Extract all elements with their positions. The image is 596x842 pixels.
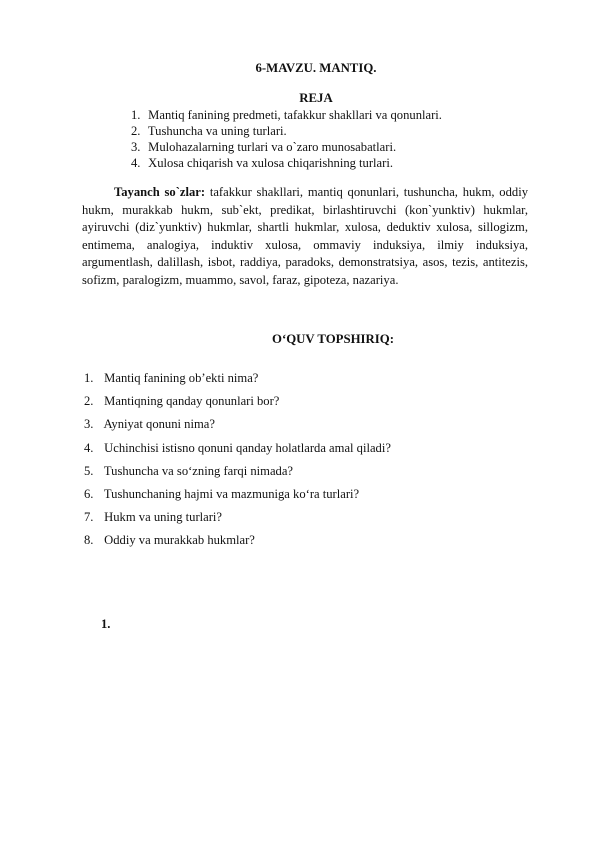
- task-item-number: 4.: [84, 440, 94, 455]
- task-item: [84, 509, 391, 532]
- plan-item: [131, 155, 442, 171]
- plan-item: [131, 139, 442, 155]
- plan-item: [131, 123, 442, 139]
- task-item: [84, 486, 391, 509]
- document-title: 6-MAVZU. MANTIQ.: [255, 61, 377, 75]
- plan-item-number: 3.: [131, 140, 141, 154]
- plan-item-number: 1.: [131, 108, 141, 122]
- plan-heading: REJA: [299, 91, 333, 105]
- task-item-number: 7.: [84, 510, 94, 525]
- task-item-text: Hukm va uning turlari?: [104, 510, 223, 525]
- plan-list: [131, 107, 442, 171]
- task-item: [84, 463, 391, 486]
- task-item-number: 5.: [84, 463, 94, 478]
- task-item-text: Mantiqning qanday qonunlari bor?: [104, 394, 280, 409]
- plan-item-text: Mantiq fanining predmeti, tafakkur shakllari va qonunlari.: [148, 108, 442, 122]
- tasks-list: [84, 370, 391, 556]
- plan-item-text: Tushuncha va uning turlari.: [147, 124, 287, 138]
- task-item: [84, 370, 391, 393]
- task-item-text: Ayniyat qonuni nima?: [103, 417, 215, 432]
- task-item-number: 3.: [84, 417, 94, 432]
- task-item-number: 1.: [84, 371, 94, 385]
- plan-item-text: Mulohazalarning turlari va o`zaro munosabatlari.: [148, 140, 397, 154]
- section-number: 1.: [101, 617, 111, 631]
- keywords-label: Tayanch so`zlar:: [114, 185, 206, 199]
- task-item-number: 8.: [84, 533, 94, 548]
- task-item-text: Oddiy va murakkab hukmlar?: [104, 533, 255, 548]
- keywords-text: tafakkur shakllari, mantiq qonunlari, tushuncha, hukm, oddiy hukm, murakkab hukm, sub`ekt, predikat, birlashtiruvchi (kon`yunktiv) hukmlar, ayiruvchi (diz`yunktiv) hukmlar, shartli hukmlar, xulosa, deduktiv xulosa, sillogizm, entimema, analogiya, induktiv xulosa, ommaviy induksiya, ilmiy induksiya, argumentlash, dalillash, isbot, raddiya, paradoks, demonstratsiya, asos, tezis, antitezis, sofizm, paralogizm, muammo, savol, faraz, gipoteza, nazariya.: [82, 185, 528, 287]
- task-item: [84, 532, 391, 555]
- task-item-text: Tushunchaning hajmi va mazmuniga ko‘ra turlari?: [103, 486, 360, 501]
- tasks-heading: O‘QUV TOPSHIRIQ:: [272, 332, 394, 346]
- task-item-text: Mantiq fanining ob’ekti nima?: [104, 371, 259, 385]
- plan-item: [131, 107, 442, 123]
- task-item: [84, 416, 391, 439]
- plan-item-number: 4.: [131, 156, 141, 170]
- task-item-number: 6.: [84, 486, 94, 501]
- keywords-paragraph: [82, 184, 528, 290]
- task-item-number: 2.: [84, 394, 94, 409]
- plan-item-number: 2.: [131, 124, 141, 138]
- task-item-text: Tushuncha va so‘zning farqi nimada?: [103, 463, 294, 478]
- task-item: [84, 393, 391, 416]
- plan-item-text: Xulosa chiqarish va xulosa chiqarishning turlari.: [148, 156, 393, 170]
- task-item: [84, 440, 391, 463]
- task-item-text: Uchinchisi istisno qonuni qanday holatlarda amal qiladi?: [104, 440, 391, 455]
